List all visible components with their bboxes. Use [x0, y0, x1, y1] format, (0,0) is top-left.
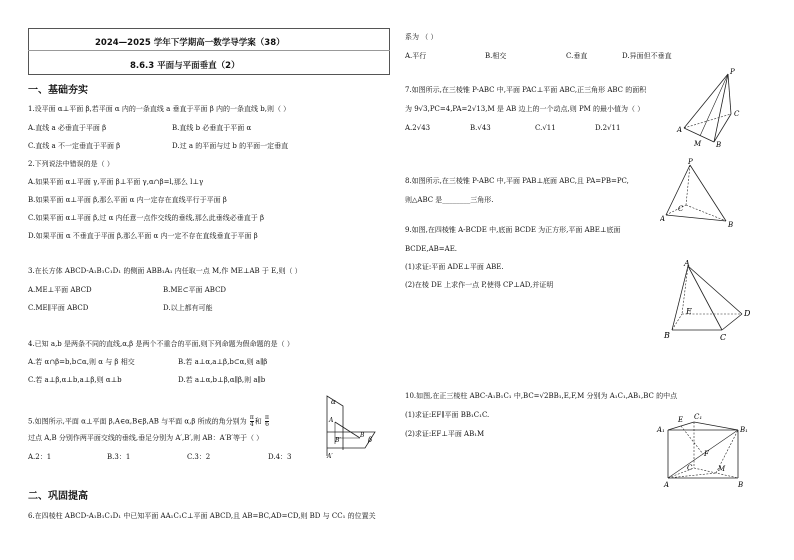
q10-label-f: F [704, 450, 709, 458]
q3-stem: 3.在长方体 ABCD-A₁B₁C₁D₁ 的侧面 ABB₁A₁ 内任取一点 M,作 ME⊥AB 于 E,则（ ） [28, 267, 302, 275]
q3-option-d: D.以上都有可能 [163, 304, 213, 312]
q9-edge-ad [688, 266, 742, 314]
q7-edge-pm [700, 74, 728, 136]
q7-line1: 7.如图所示,在三棱锥 P-ABC 中,平面 PAC⊥平面 ABC,正三角形 ABC 的面积 [405, 86, 647, 94]
q5-fraction-1: $\frac{\pi}{4}$ [249, 414, 254, 428]
doc-subtitle: 8.6.3 平面与平面垂直（2） [130, 61, 240, 71]
q4-option-c: C.若 a⊥β,α⊥b,a⊥β,则 α⊥b [28, 376, 122, 384]
q10-label-a1: A₁ [657, 426, 665, 434]
q9-part1: (1)求证:平面 ADE⊥平面 ABE. [405, 263, 504, 271]
q9-line1: 9.如图,在四棱锥 A-BCDE 中,底面 BCDE 为正方形,平面 ABE⊥底面 [405, 226, 621, 234]
q10-label-c1: C₁ [694, 413, 703, 421]
q5-line1 [28, 415, 270, 428]
doc-title: 2024—2025 学年下学期高一数学导学案（38） [95, 38, 285, 48]
q4-option-b: B.若 a⊥α,a⊥β,b⊂α,则 a∥β [178, 358, 268, 366]
q5-option-d: D.4：3 [268, 453, 292, 461]
q10-label-a: A [664, 481, 670, 489]
q10-part1: (1)求证:EF∥平面 BB₁C₁C. [405, 411, 490, 419]
q8-label-c: C [678, 205, 684, 213]
q5-and: 和 [254, 417, 262, 426]
q7-label-b: B [716, 141, 722, 148]
q6-option-d: D.异面但不垂直 [622, 52, 672, 60]
q5-label-b-prime: B′ [335, 437, 341, 444]
q5-line2: 过点 A,B 分别作两平面交线的垂线,垂足分别为 A′,B′,则 AB：A′B′等于（ ） [28, 434, 264, 442]
q6-stem: 6.在四棱柱 ABCD-A₁B₁C₁D₁ 中已知平面 AA₁C₁C⊥平面 ABCD,且 AB=BC,AD=CD,则 BD 与 CC₁ 的位置关 [28, 512, 376, 520]
q10-label-b: B [738, 481, 744, 489]
header-divider [28, 50, 390, 51]
q8-edge-pc [686, 165, 690, 205]
section-consolidate: 二、巩固提高 [28, 491, 88, 502]
q8-label-p: P [688, 158, 693, 166]
q5-line1-text: 5.如图所示,平面 α⊥平面 β,A∈α,B∈β,AB 与平面 α,β 所成的角分别为 [28, 417, 247, 426]
q8-line1: 8.如图所示,在三棱锥 P-ABC 中,平面 PAB⊥底面 ABC,且 PA=PB=PC, [405, 177, 629, 185]
q1-option-b: B.直线 b 必垂直于平面 α [172, 124, 252, 132]
q1-option-d: D.过 a 的平面与过 b 的平面一定垂直 [172, 142, 289, 150]
q9-edge-cd [722, 314, 742, 330]
q9-label-a: A [684, 259, 690, 268]
q5-label-a: A [329, 417, 334, 424]
q7-label-a: A [677, 126, 683, 134]
q1-option-c: C.直线 a 不一定垂直于平面 β [28, 142, 121, 150]
q5-fraction-2: $\frac{\pi}{6}$ [265, 414, 269, 428]
q5-label-a-prime: A′ [327, 453, 333, 460]
q7-edge-pb [714, 74, 728, 142]
q5-option-c: C.3：2 [187, 453, 211, 461]
q6-option-b: B.相交 [485, 52, 507, 60]
q7-option-b: B.√43 [470, 124, 491, 132]
q6-option-c: C.垂直 [566, 52, 588, 60]
q1-stem: 1.设平面 α⊥平面 β,若平面 α 内的一条直线 a 垂直于平面 β 内的一条直线 b,则（ ） [28, 105, 291, 113]
q7-label-m: M [694, 140, 702, 148]
q8-edge-pb [690, 165, 726, 221]
q5-segment-ab [335, 422, 360, 438]
q3-option-b: B.ME⊂平面 ABCD [163, 286, 227, 294]
q7-option-c: C.√11 [535, 124, 556, 132]
q7-line2: 为 9√3,PC=4,PA=2√13,M 是 AB 边上的一个动点,则 PM 的最小值为（ ） [405, 105, 645, 113]
q9-edge-be [672, 314, 682, 330]
q10-label-m: M [718, 465, 726, 473]
q8-edge-ab [666, 215, 726, 221]
figure-q8 [660, 157, 738, 229]
q8-line2: 则△ABC 是________三角形. [405, 196, 494, 204]
q7-edge-pa [684, 74, 728, 128]
q10-label-b1: B₁ [740, 426, 748, 434]
q9-part2: (2)在棱 DE 上求作一点 P,使得 CP⊥AD,并证明 [405, 281, 554, 289]
q9-label-c: C [720, 333, 727, 342]
q10-edge-c1b1 [694, 422, 738, 430]
q7-label-p: P [730, 68, 735, 76]
q5-label-b: B [360, 432, 365, 439]
q9-label-e: E [686, 307, 692, 316]
q10-label-e: E [678, 416, 684, 424]
q10-label-c: C [687, 464, 693, 472]
q2-option-d: D.如果平面 α 不垂直于平面 β,那么平面 α 内一定不存在直线垂直于平面 β [28, 232, 258, 240]
q3-option-c: C.ME∥平面 ABCD [28, 304, 89, 312]
figure-q10 [656, 410, 756, 490]
q7-option-d: D.2√11 [595, 124, 621, 132]
q2-option-a: A.如果平面 α⊥平面 γ,平面 β⊥平面 γ,α∩β=l,那么 l⊥γ [28, 178, 204, 186]
q8-label-a: A [660, 215, 666, 223]
section-basic: 一、基础夯实 [28, 85, 88, 96]
q7-option-a: A.2√43 [405, 124, 431, 132]
q9-edge-ac [688, 266, 722, 330]
q5-label-beta: β [368, 436, 373, 444]
q10-part2: (2)求证:EF⊥平面 AB₁M [405, 430, 485, 438]
q2-option-c: C.如果平面 α⊥平面 β,过 α 内任意一点作交线的垂线,那么此垂线必垂直于 β [28, 214, 265, 222]
q3-option-a: A.ME⊥平面 ABCD [28, 286, 92, 294]
q2-stem: 2.下列说法中错误的是（ ） [28, 160, 114, 168]
q4-option-d: D.若 a⊥α,b⊥β,α∥β,则 a∥b [178, 376, 266, 384]
figure-q7 [676, 66, 746, 148]
q4-stem: 4.已知 a,b 是两条不同的直线,α,β 是两个不重合的平面,则下列命题为假命题的是（ ） [28, 340, 294, 348]
q10-line1: 10.如图,在正三棱柱 ABC-A₁B₁C₁ 中,BC=√2BB₁,E,F,M 分别为 A₁C₁,AB₁,BC 的中点 [405, 392, 678, 400]
q6-option-a: A.平行 [405, 52, 427, 60]
q2-option-b: B.如果平面 α⊥平面 β,那么平面 α 内一定存在直线平行于平面 β [28, 196, 227, 204]
q5-option-a: A.2：1 [28, 453, 52, 461]
q6-continuation: 系为 （ ） [405, 33, 438, 41]
q8-label-b: B [728, 221, 734, 229]
q4-option-a: A.若 α∩β=b,b⊂α,则 α 与 β 相交 [28, 358, 135, 366]
q9-label-b: B [664, 331, 670, 340]
figure-q5 [305, 392, 383, 462]
q7-label-c: C [734, 110, 740, 118]
q9-edge-ab [672, 266, 688, 330]
q5-option-b: B.3：1 [107, 453, 131, 461]
q5-label-alpha: α [331, 398, 336, 406]
q7-edge-pc [728, 74, 731, 114]
q9-label-d: D [744, 309, 751, 318]
figure-q9 [660, 258, 760, 342]
q9-line2: BCDE,AB=AE. [405, 245, 458, 253]
q1-option-a: A.直线 a 必垂直于平面 β [28, 124, 107, 132]
